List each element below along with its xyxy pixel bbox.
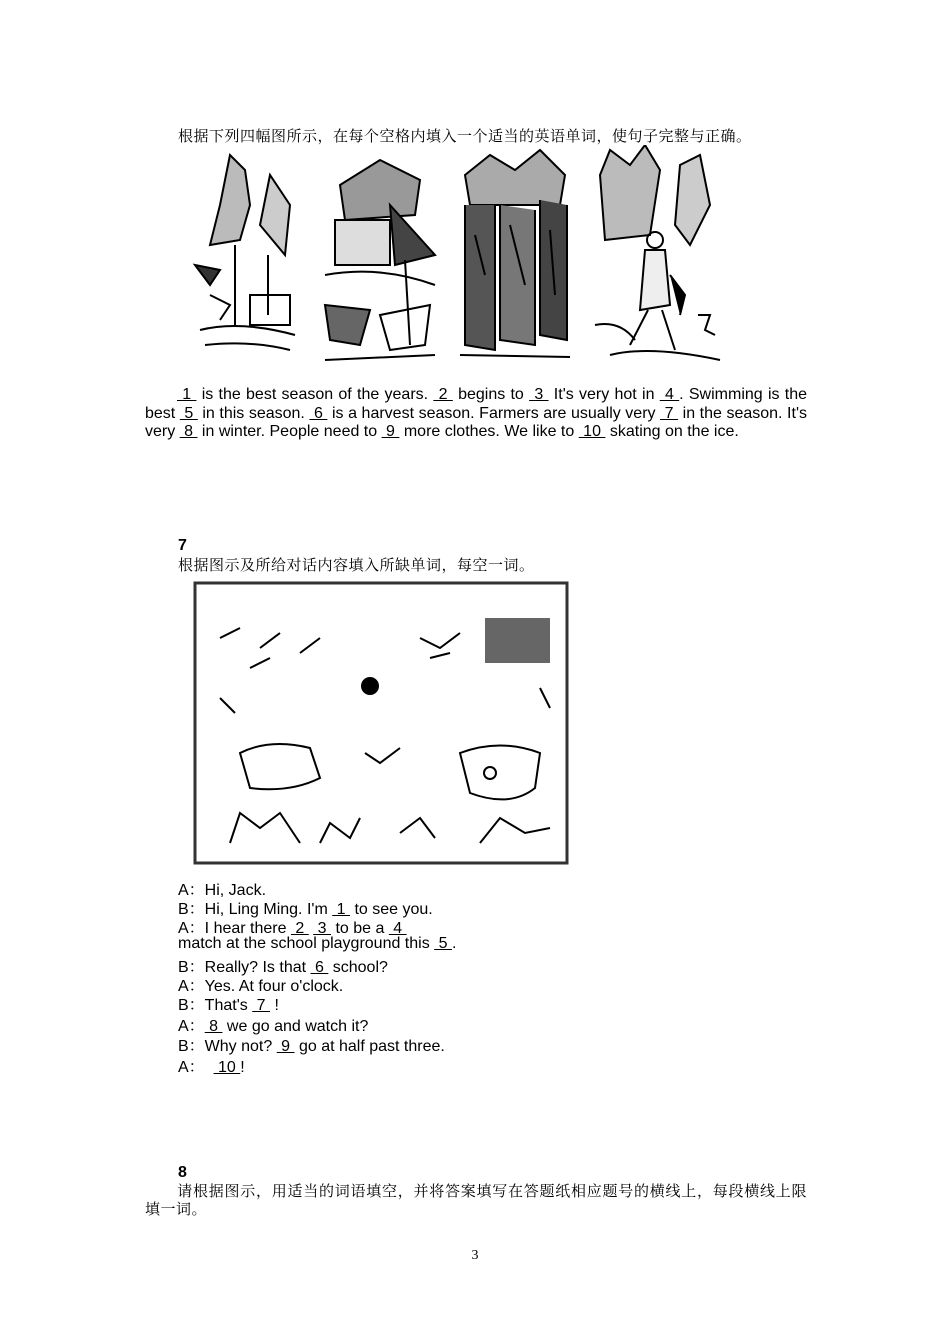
line-text: A：I hear there <box>178 920 291 938</box>
line-text: ! <box>270 997 279 1015</box>
dialogue-line <box>178 877 456 899</box>
blank-2[interactable]: 2 <box>433 386 453 403</box>
line-text: ! <box>240 1058 245 1076</box>
line-text: to be a <box>331 920 389 938</box>
dialogue-line <box>178 992 456 1015</box>
dlg-blank-1[interactable]: 1 <box>332 901 351 919</box>
dlg-blank-9[interactable]: 9 <box>276 1037 295 1055</box>
q8-instruction-text: 请根据图示，用适当的词语填空，并将答案填写在答题纸相应题号的横线上，每段横线上限填一词。 <box>145 1182 807 1218</box>
spring-picture <box>190 145 302 360</box>
dlg-blank-6[interactable]: 6 <box>310 958 329 976</box>
blank-1[interactable]: 1 <box>177 386 197 403</box>
blank-3[interactable]: 3 <box>529 386 549 403</box>
q6-text: in winter. People need to <box>197 423 382 441</box>
autumn-picture <box>455 145 575 363</box>
dlg-blank-3[interactable]: 3 <box>313 920 331 938</box>
q6-text: It's very hot in <box>548 386 660 403</box>
dialogue-line <box>178 973 456 995</box>
q6-text: begins to <box>452 386 530 403</box>
line-text: B：That's <box>178 997 253 1015</box>
q7-dialogue <box>178 877 457 1076</box>
blank-8[interactable]: 8 <box>179 423 198 441</box>
dialogue-line <box>178 954 456 976</box>
line-text: to see you. <box>350 901 433 919</box>
q6-text: skating on the ice. <box>605 423 739 441</box>
four-season-pictures <box>190 145 730 375</box>
dlg-blank-4[interactable]: 4 <box>388 920 407 938</box>
line-text: B：Why not? <box>178 1037 277 1055</box>
blank-5[interactable]: 5 <box>179 404 198 422</box>
dlg-blank-10[interactable]: 10 <box>213 1058 241 1076</box>
dialogue-line <box>178 915 456 938</box>
dialogue-line <box>178 1054 456 1076</box>
blank-10[interactable]: 10 <box>578 423 606 441</box>
dlg-blank-5[interactable]: 5 <box>434 934 452 952</box>
dialogue-line <box>178 1033 456 1055</box>
q6-text: . Swimming is the best <box>145 386 808 422</box>
line-text: go at half past three. <box>294 1037 445 1055</box>
dlg-blank-7[interactable]: 7 <box>252 997 270 1015</box>
line-text: B：Really? Is that <box>178 958 311 976</box>
blank-6[interactable]: 6 <box>309 404 328 422</box>
dialogue-line <box>178 935 456 954</box>
blank-7[interactable]: 7 <box>660 404 679 422</box>
line-text: . <box>451 934 457 952</box>
q6-instruction: 根据下列四幅图所示，在每个空格内填入一个适当的英语单词，使句子完整与正确。 <box>178 127 752 145</box>
q6-text: in this season. <box>197 404 310 422</box>
line-text: match at the school playground this <box>178 934 435 952</box>
line-text: A：Yes. At four o'clock. <box>178 977 344 995</box>
dialogue-line <box>178 896 456 919</box>
q6-paragraph <box>145 386 807 442</box>
blank-4[interactable]: 4 <box>659 386 680 403</box>
summer-picture <box>320 145 440 365</box>
dialogue-picture <box>180 578 576 868</box>
q6-text: is a harvest season. Farmers are usually very <box>327 404 661 422</box>
line-text: A：Hi, Jack. <box>178 882 267 899</box>
dlg-blank-2[interactable]: 2 <box>290 920 309 938</box>
winter-picture <box>590 145 725 375</box>
dialogue-line <box>178 1013 456 1036</box>
q8-instruction <box>145 1182 807 1218</box>
dlg-blank-8[interactable]: 8 <box>204 1018 223 1036</box>
q6-text: in the season. It's very <box>145 404 808 441</box>
q7-number: 7 <box>178 537 187 554</box>
line-text: A： <box>178 1058 214 1076</box>
blank-9[interactable]: 9 <box>381 423 400 441</box>
line-text: A： <box>178 1018 205 1036</box>
q8-number: 8 <box>178 1164 187 1181</box>
line-text: school? <box>328 958 388 976</box>
page-number: 3 <box>471 1248 479 1263</box>
q7-instruction: 根据图示及所给对话内容填入所缺单词，每空一词。 <box>178 556 535 574</box>
q6-text: more clothes. We like to <box>399 423 579 441</box>
line-text: B：Hi, Ling Ming. I'm <box>178 901 333 919</box>
q6-text: is the best season of the years. <box>196 386 434 403</box>
line-text: we go and watch it? <box>222 1018 369 1036</box>
